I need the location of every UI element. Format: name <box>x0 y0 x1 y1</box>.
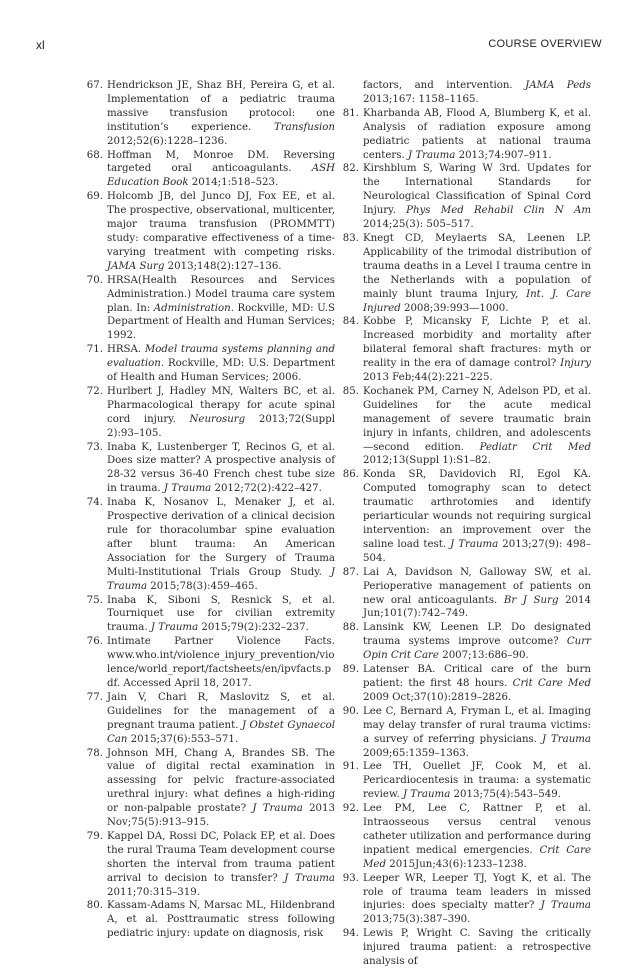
reference-text <box>363 663 591 705</box>
reference-details: 2007;13:686–90. <box>438 650 529 662</box>
reference-source: Br J Surg <box>503 594 559 606</box>
reference-citation: Knegt CD, Meylaerts SA, Leenen LP. Applicability of the trimodal distribution of trauma deaths in a Level I trauma centre in the Netherlands with a population of mainly blunt trauma Injury, <box>363 232 591 300</box>
reference-number: 77. <box>86 691 103 703</box>
reference-number: 75. <box>86 594 103 606</box>
reference-entry <box>78 691 335 747</box>
reference-text <box>363 802 591 872</box>
reference-details: 2012;52(6):1228–1236. <box>107 135 228 147</box>
reference-number: 67. <box>86 80 103 91</box>
reference-entry <box>78 594 335 636</box>
reference-number: 76. <box>86 636 103 648</box>
reference-citation: Intimate Partner Violence Facts. www.who.int/violence_injury_prevention/violence/world_report/factsheets/en/ipvfacts.pdf. Accessed April 18, 2017. <box>107 636 335 689</box>
reference-entry <box>334 385 591 468</box>
reference-citation: Konda SR, Davidovich RI, Egol KA. Computed tomography scan to detect traumatic arthrotomies and identify periarticular wounds not requiring surgical intervention: an improvement over the saline load test. <box>363 469 591 550</box>
reference-entry <box>334 663 591 705</box>
reference-details: 2013;74:907–911. <box>455 149 552 161</box>
reference-source: Model trauma systems planning and evaluation <box>107 344 335 370</box>
reference-details: 2009;65:1359–1363. <box>363 747 469 759</box>
reference-number: 90. <box>342 705 359 717</box>
reference-text <box>363 621 591 663</box>
reference-citation: Hurlbert J, Hadley MN, Walters BC, et al. Pharmacological therapy for acute spinal cord injury. <box>107 385 335 425</box>
reference-citation: Kirshblum S, Waring W 3rd. Updates for the International Standards for Neurological Classification of Spinal Cord Injury. <box>363 163 591 217</box>
reference-entry <box>334 162 591 232</box>
reference-text <box>107 635 335 691</box>
reference-details: 2015;78(3):459–465. <box>147 580 258 592</box>
reference-number: 94. <box>342 928 359 940</box>
reference-entry <box>78 830 335 900</box>
reference-citation: Leeper WR, Leeper TJ, Yogt K, et al. The role of trauma team leaders in missed injuries: does specialty matter? <box>363 872 591 912</box>
reference-citation: Kochanek PM, Carney N, Adelson PD, et al. Guidelines for the acute medical management of severe traumatic brain injury in infants, children, and adolescents—second edition. <box>363 385 591 453</box>
reference-number: 86. <box>342 469 359 481</box>
reference-text <box>363 566 591 622</box>
references-column-right <box>334 79 591 969</box>
reference-source: JAMA Surg <box>107 260 165 272</box>
reference-source: Curr Opin Crit Care <box>363 636 591 662</box>
reference-details: 2014 Jun;101(7):742–749. <box>363 594 591 620</box>
reference-details: 2014;1:518–523. <box>188 177 279 189</box>
reference-source: Crit Care Med <box>512 677 591 689</box>
reference-source: Pediatr Crit Med <box>479 441 591 453</box>
reference-citation: Kharbanda AB, Flood A, Blumberg K, et al. Analysis of radiation exposure among pediatric patients at national trauma centers. <box>363 107 591 161</box>
reference-citation: Holcomb JB, del Junco DJ, Fox EE, et al. The prospective, observational, multicenter, major trauma transfusion (PROMMTT) study: comparative effectiveness of a time-varying treatment with competing risks. <box>107 191 335 258</box>
reference-text <box>107 149 335 191</box>
reference-source: J Trauma <box>252 803 303 815</box>
reference-number: 93. <box>342 872 359 884</box>
reference-source: ASH Education Book <box>107 163 335 189</box>
reference-citation: Lee PM, Lee C, Rattner P, et al. Intraosseous versus central venous catheter utilization and performance during inpatient medical emergencies. <box>363 803 592 856</box>
reference-text <box>363 107 591 163</box>
reference-entry <box>334 79 591 107</box>
reference-entry <box>334 232 591 315</box>
reference-details: 2013;148(2):127–136. <box>164 260 282 272</box>
reference-number: 74. <box>86 497 103 509</box>
reference-details: 2013;75(3):387–390. <box>363 914 471 926</box>
reference-source: J Trauma <box>150 622 199 634</box>
reference-number: 71. <box>86 344 103 356</box>
reference-number: 78. <box>86 747 103 759</box>
reference-entry <box>78 899 335 941</box>
reference-source: Neurosurg <box>189 413 246 425</box>
reference-entry <box>334 802 591 872</box>
reference-citation: Kassam-Adams N, Marsac ML, Hildenbrand A, et al. Posttraumatic stress following pediatric injury: update on diagnosis, risk <box>107 900 335 940</box>
reference-citation: Hendrickson JE, Shaz BH, Pereira G, et al. Implementation of a pediatric trauma massive transfusion protocol: one institution’s experience. <box>107 80 335 133</box>
reference-details: 2015;37(6):553–571. <box>127 733 239 745</box>
reference-number: 89. <box>342 664 359 676</box>
reference-text <box>107 441 335 497</box>
reference-details: 2008;39:993—1000. <box>400 302 509 314</box>
reference-citation: Johnson MH, Chang A, Brandes SB. The value of digital rectal examination in assessing for pelvic fracture-associated urethral injury: what defines a high-riding or non-palpable prostate? <box>107 747 335 815</box>
reference-source: Phys Med Rehabil Clin N Am <box>406 205 591 217</box>
reference-text <box>107 190 335 273</box>
reference-text <box>107 274 335 344</box>
reference-details: 2009 Oct;37(10):2819–2826. <box>363 691 512 703</box>
reference-citation: Lewis P, Wright C. Saving the critically injured trauma patient: a retrospective analysis of <box>363 928 591 968</box>
reference-text <box>363 162 591 232</box>
reference-details: 2015Jun;43(6):1233–1238. <box>385 858 527 870</box>
reference-citation: factors, and intervention. <box>363 80 526 91</box>
reference-source: J Obstet Gynaecol Can <box>107 719 335 745</box>
reference-details: 2011;70:315–319. <box>107 886 200 898</box>
reference-citation: Latenser BA. Critical care of the burn patient: the first 48 hours. <box>363 664 591 689</box>
reference-number: 85. <box>342 385 359 397</box>
reference-entry <box>334 621 591 663</box>
reference-text <box>107 830 335 900</box>
reference-citation: Hoffman M, Monroe DM. Reversing targeted oral anticoagulants. <box>107 149 335 175</box>
reference-number: 87. <box>342 566 359 578</box>
reference-entry <box>334 705 591 761</box>
reference-details: 2013 Nov;75(5):913–915. <box>107 803 336 829</box>
reference-citation: Lansink KW, Leenen LP. Do designated trauma systems improve outcome? <box>363 622 591 648</box>
reference-number: 70. <box>86 274 103 286</box>
reference-citation: Lai A, Davidson N, Galloway SW, et al. Perioperative management of patients on new oral anticoagulants. <box>363 566 591 606</box>
references-column-left <box>78 79 335 941</box>
reference-details: 2014;25(3): 505–517. <box>363 219 474 231</box>
reference-details: . Rockville, MD: U.S Department of Health and Human Services; 1992. <box>107 302 335 342</box>
reference-citation: Inaba K, Lustenberger T, Recinos G, et al. Does size matter? A prospective analysis of 28-32 versus 36-40 French chest tube size in trauma. <box>107 441 335 495</box>
reference-source: J Trauma <box>408 149 456 161</box>
section-title: COURSE OVERVIEW <box>488 38 602 50</box>
reference-source: Transfusion <box>273 121 335 133</box>
reference-details: 2013;72(Suppl 2):93–105. <box>107 413 335 439</box>
reference-source: Crit Care Med <box>363 844 591 870</box>
reference-number: 88. <box>342 622 359 634</box>
reference-entry <box>334 315 591 385</box>
page-number: xl <box>36 38 45 52</box>
reference-text <box>363 872 591 928</box>
reference-citation: Kobbe P, Micansky F, Lichte P, et al. Increased morbidity and mortality after bilateral femoral shaft fractures: myth or reality in the era of damage control? <box>363 316 591 370</box>
reference-details: 2013;75(4):543–549. <box>450 789 561 801</box>
reference-citation: Lee C, Bernard A, Fryman L, et al. Imaging may delay transfer of rural trauma victims: a survey of referring physicians. <box>363 705 591 745</box>
reference-number: 80. <box>86 900 103 912</box>
reference-number: 69. <box>86 191 103 203</box>
reference-text <box>107 343 335 385</box>
reference-number: 73. <box>86 441 103 453</box>
reference-source: J Trauma <box>450 538 499 550</box>
reference-source: J Trauma <box>163 483 212 495</box>
reference-number: 84. <box>342 316 359 328</box>
reference-text <box>107 385 335 441</box>
reference-text <box>107 496 335 593</box>
reference-text <box>363 79 591 107</box>
reference-source: J Trauma <box>541 733 591 745</box>
reference-entry <box>78 79 335 149</box>
reference-text <box>363 705 591 761</box>
reference-text <box>363 232 591 315</box>
reference-text <box>363 927 591 969</box>
reference-text <box>107 79 335 149</box>
reference-entry <box>78 635 335 691</box>
reference-entry <box>78 385 335 441</box>
reference-text <box>107 899 335 941</box>
reference-citation: Kappel DA, Rossi DC, Polack EP, et al. Does the rural Trauma Team development course shorten the interval from trauma patient arrival to decision to transfer? <box>107 830 335 884</box>
reference-entry <box>334 760 591 802</box>
reference-text <box>363 385 591 468</box>
reference-number: 81. <box>342 107 359 119</box>
reference-details: 2015;79(2):232–237. <box>198 622 309 634</box>
reference-entry <box>334 927 591 969</box>
reference-details: . Rockville, MD: U.S. Department of Health and Human Services; 2006. <box>107 358 335 384</box>
reference-details: 2012;72(2):422–427. <box>211 483 322 495</box>
reference-entry <box>334 468 591 565</box>
reference-source: J Trauma <box>402 789 451 801</box>
reference-source: Administration <box>153 302 231 314</box>
reference-source: J Trauma <box>284 872 335 884</box>
reference-citation: Jain V, Chari R, Maslovitz S, et al. Guidelines for the management of a pregnant trauma patient. <box>107 691 335 731</box>
reference-number: 92. <box>342 803 359 815</box>
reference-source: Int. J. Care Injured <box>363 288 591 314</box>
reference-text <box>107 594 335 636</box>
reference-entry <box>78 747 335 830</box>
reference-entry <box>334 566 591 622</box>
reference-details: 2013;167: 1158–1165. <box>363 93 479 105</box>
reference-details: 2013;27(9): 498–504. <box>363 538 592 564</box>
reference-citation: HRSA. <box>107 344 145 356</box>
reference-number: 83. <box>342 232 359 244</box>
reference-details: 2012;13(Suppl 1):S1–82. <box>363 455 492 467</box>
reference-entry <box>334 107 591 163</box>
reference-text <box>107 691 335 747</box>
reference-text <box>363 760 591 802</box>
reference-source: J Trauma <box>540 900 591 912</box>
reference-entry <box>78 149 335 191</box>
reference-number: 82. <box>342 163 359 175</box>
reference-citation: Lee TH, Ouellet JF, Cook M, et al. Pericardiocentesis in trauma: a systematic review. <box>363 761 591 801</box>
reference-source: Injury <box>560 358 591 370</box>
reference-number: 72. <box>86 385 103 397</box>
reference-entry <box>78 441 335 497</box>
reference-entry <box>78 190 335 273</box>
reference-citation: Inaba K, Siboni S, Resnick S, et al. Tourniquet use for civilian extremity trauma. <box>107 594 335 634</box>
reference-entry <box>78 343 335 385</box>
reference-citation: HRSA(Health Resources and Services Administration.) Model trauma care system plan. In: <box>107 274 335 314</box>
reference-details: 2013 Feb;44(2):221–225. <box>363 372 493 384</box>
reference-source: JAMA Peds <box>525 80 591 91</box>
reference-entry <box>78 274 335 344</box>
reference-text <box>363 468 591 565</box>
reference-entry <box>78 496 335 593</box>
reference-number: 91. <box>342 761 359 773</box>
reference-entry <box>334 872 591 928</box>
reference-number: 68. <box>86 149 103 161</box>
reference-citation: Inaba K, Nosanov L, Menaker J, et al. Prospective derivation of a clinical decision rule for thoracolumbar spine evaluation after blunt trauma: An American Association for the Surgery of Trauma Multi-Institutional Trials Group Study. <box>107 497 335 578</box>
reference-text <box>363 315 591 385</box>
reference-text <box>107 747 335 830</box>
reference-number: 79. <box>86 830 103 842</box>
reference-source: J Trauma <box>107 566 335 592</box>
